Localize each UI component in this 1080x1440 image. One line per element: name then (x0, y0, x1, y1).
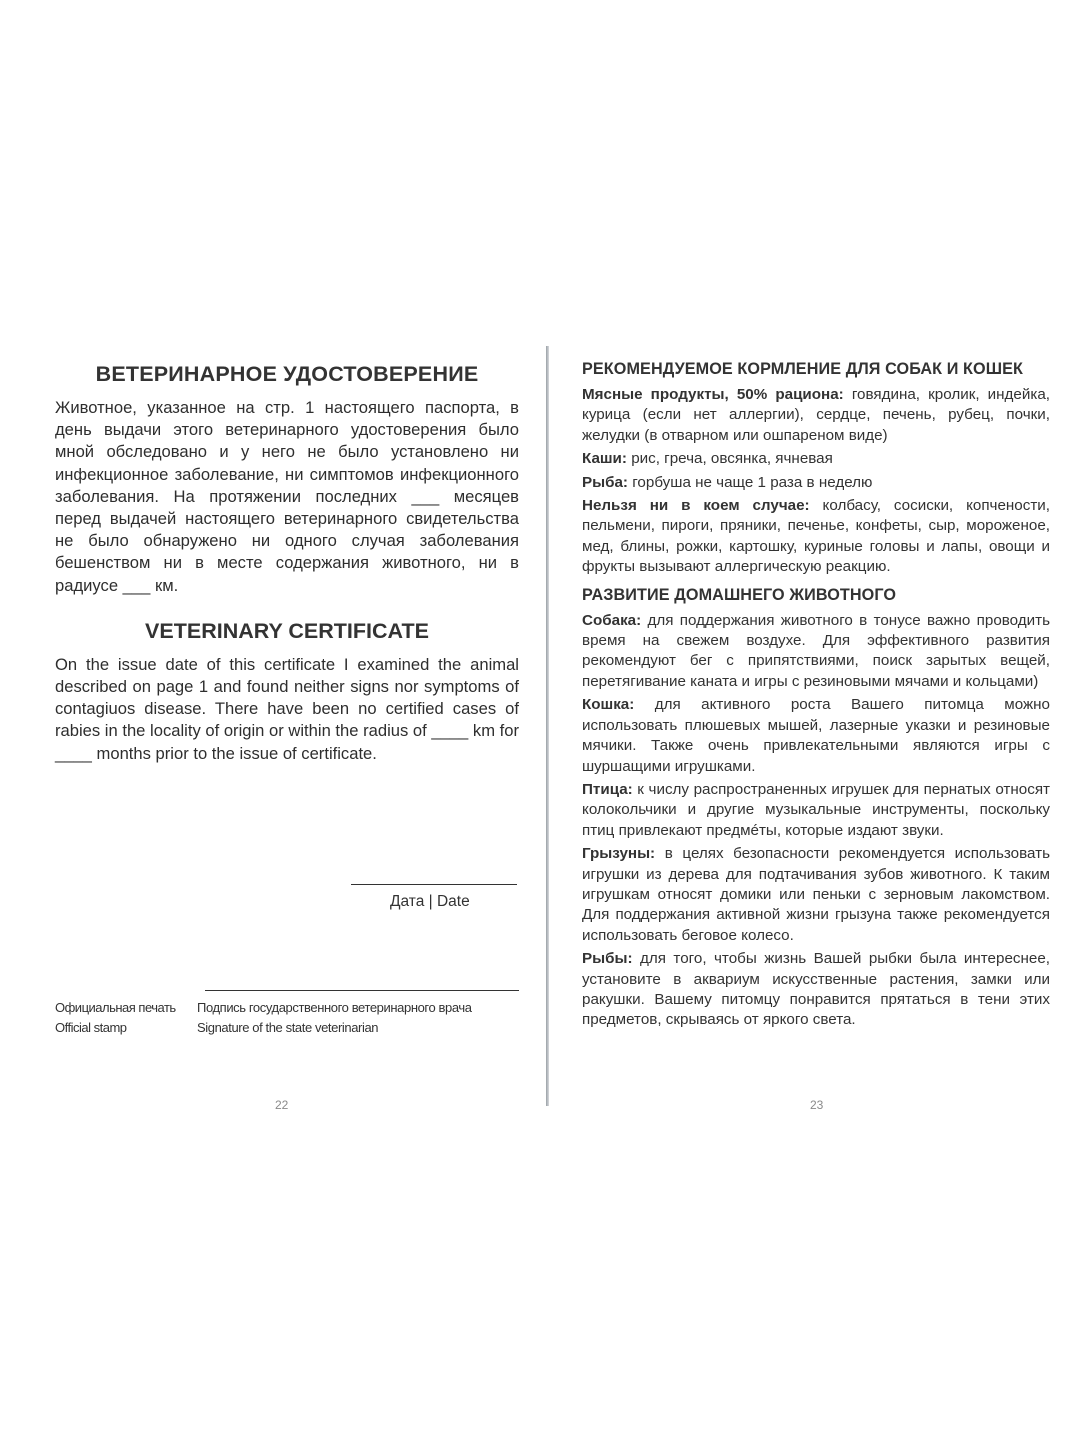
item-label: Мясные продукты, 50% рациона: (582, 386, 844, 403)
item-text: колбасу, сосиски, копчености, пельмени, пироги, пряники, печенье, конфеты, сыр, мороженое, мед, блины, рожки, картошку, куриные головы и лапы, овощи и фрукты вызывают аллергическую реакцию. (582, 497, 1050, 576)
feeding-title: РЕКОМЕНДУЕМОЕ КОРМЛЕНИЕ ДЛЯ СОБАК И КОШЕК (582, 360, 1023, 378)
item-label: Нельзя ни в коем случае: (582, 497, 810, 515)
item-label: Каши: (582, 450, 627, 468)
signature-line (205, 990, 519, 991)
item-label: Грызуны: (582, 845, 656, 863)
item-text: в целях безопасности рекомендуется использовать игрушки из дерева для подтачивания зубов животного. К таким игрушкам относят домики или пеньки с зерновым лакомством. Для поддержания активной жизни грызуна также рекомендуется использовать беговое колесо. (582, 845, 1050, 944)
item-text: горбуша не чаще 1 раза в неделю (628, 473, 873, 491)
page-gutter (546, 346, 549, 1106)
item-text: рис, греча, овсянка, ячневая (626, 450, 833, 468)
list-item (582, 695, 1050, 777)
item-label: Птица: (582, 780, 633, 798)
date-line (351, 884, 517, 885)
list-item (582, 473, 1050, 493)
item-label: Кошка: (582, 696, 635, 714)
left-page (55, 360, 519, 1112)
date-label: Дата | Date (390, 893, 470, 910)
signature-label-ru: Подпись государственного ветеринарного врача (197, 1000, 472, 1015)
page-number-right: 23 (810, 1098, 824, 1112)
item-label: Собака: (582, 611, 642, 629)
page-number-left: 22 (275, 1098, 289, 1112)
certificate-text-en: On the issue date of this certificate I examined the animal described on page 1 and found neither signs nor symptoms of contagiuos disease. There have been no certified cases of rabies in the locality of origin or within the radius of ____ km for ____ months prior to the issue of certificate. (55, 654, 519, 763)
booklet-spread (0, 340, 1080, 1110)
item-label: Рыбы: (582, 950, 633, 968)
list-item (582, 949, 1050, 1031)
development-title: РАЗВИТИЕ ДОМАШНЕГО ЖИВОТНОГО (582, 585, 897, 604)
list-item (582, 844, 1050, 946)
stamp-label-en: Official stamp (55, 1020, 127, 1035)
item-text: к числу распространенных игрушек для пернатых относят колокольчики и другие музыкальные инструменты, поскольку птиц привлекают предмéты, которые издают звуки. (582, 780, 1050, 839)
development-list (582, 611, 1050, 1031)
right-page (582, 360, 1050, 1112)
item-text: для того, чтобы жизнь Вашей рыбки была интереснее, установите в аквариум искусственные растения, замки или ракушки. Вашему питомцу понравится прятаться в тени этих предметов, скрываясь от яркого света. (582, 950, 1050, 1029)
list-item (582, 496, 1050, 578)
list-item (582, 449, 1050, 469)
item-text: для поддержания животного в тонусе важно проводить время на свежем воздухе. Для эффективного развития рекомендуют бег с припятствиями, поиск зарытых вещей, перетягивание каната и игры с резиновыми мячами и кольцами) (582, 611, 1050, 690)
stamp-label-ru: Официальная печать (55, 1000, 176, 1015)
list-item (582, 780, 1050, 841)
certificate-text-ru: Животное, указанное на стр. 1 настоящего паспорта, в день выдачи этого ветеринарного удостоверения было мной обследовано и у него не было установлено ни инфекционное заболевание, ни симптомов инфекционного заболевания. На протяжении последних ___ месяцев перед выдачей настоящего ветеринарного свидетельства не было обнаружено ни одного случая заболевания бешенством ни в месте содержания животного, ни в радиусе ___ км. (55, 398, 519, 595)
certificate-title-ru: ВЕТЕРИНАРНОЕ УДОСТОВЕРЕНИЕ (95, 362, 479, 386)
item-text: для активного роста Вашего питомца можно использовать плюшевых мышей, лазерные указки и резиновые мячики. Также очень привлекательными являются игры с шуршащими игрушками. (582, 696, 1050, 775)
feeding-list (582, 385, 1050, 578)
item-label: Рыба: (582, 473, 628, 491)
list-item (582, 385, 1050, 446)
list-item (582, 611, 1050, 693)
item-text: говядина, кролик, индейка, курица (если нет аллергии), сердце, печень, рубец, почки, желудки (в отварном или ошпареном виде) (582, 386, 1050, 444)
signature-label-en: Signature of the state veterinarian (197, 1020, 379, 1035)
certificate-title-en: VETERINARY CERTIFICATE (145, 618, 429, 643)
